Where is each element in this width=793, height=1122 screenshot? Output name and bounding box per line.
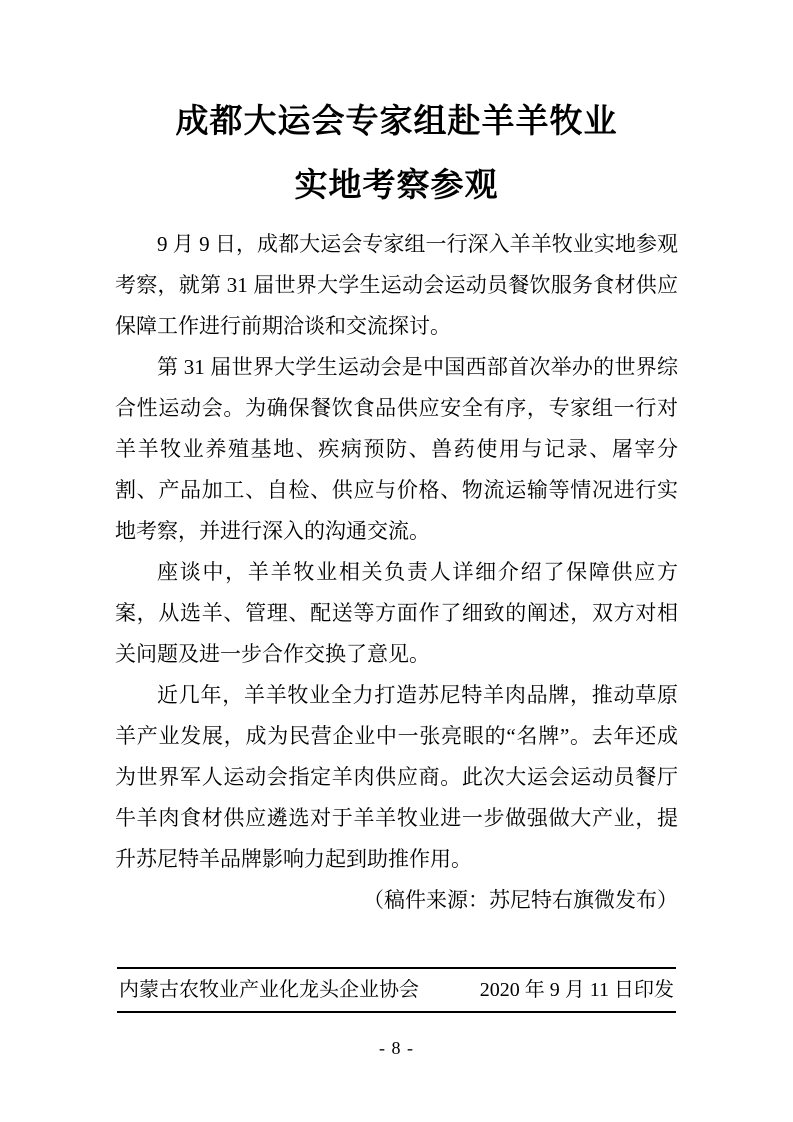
issuer-name: 内蒙古农牧业产业化龙头企业协会 — [119, 979, 419, 1001]
body-paragraph-1: 9 月 9 日，成都大运会专家组一行深入羊羊牧业实地参观考察，就第 31 届世界大学生运动会运动员餐饮服务食材供应保障工作进行前期洽谈和交流探讨。 — [115, 232, 678, 338]
body-paragraph-4: 近几年，羊羊牧业全力打造苏尼特羊肉品牌，推动草原羊产业发展，成为民营企业中一张亮眼的“名牌”。去年还成为世界军人运动会指定羊肉供应商。此次大运会运动员餐厅牛羊肉食材供应遴选对于羊羊牧业进一步做强做大产业，提升苏尼特羊品牌影响力起到助推作用。 — [115, 683, 678, 871]
source-attribution: （稿件来源：苏尼特右旗微发布） — [363, 888, 678, 912]
body-paragraph-3: 座谈中，羊羊牧业相关负责人详细介绍了保障供应方案，从选羊、管理、配送等方面作了细致的阐述，双方对相关问题及进一步合作交换了意见。 — [115, 560, 678, 666]
document-body — [115, 224, 678, 921]
page-number: - 8 - — [379, 1038, 414, 1058]
document-title — [0, 0, 793, 218]
title-line-2: 实地考察参观 — [294, 168, 499, 204]
print-date: 2020 年 9 月 11 日印发 — [479, 979, 674, 1001]
body-paragraph-2: 第 31 届世界大学生运动会是中国西部首次举办的世界综合性运动会。为确保餐饮食品供应安全有序，专家组一行对羊羊牧业养殖基地、疾病预防、兽药使用与记录、屠宰分割、产品加工、自检、供应与价格、物流运输等情况进行实地考察，并进行深入的沟通交流。 — [115, 355, 678, 543]
title-line-1: 成都大运会专家组赴羊羊牧业 — [175, 104, 618, 140]
issuer-footer — [117, 967, 676, 1013]
